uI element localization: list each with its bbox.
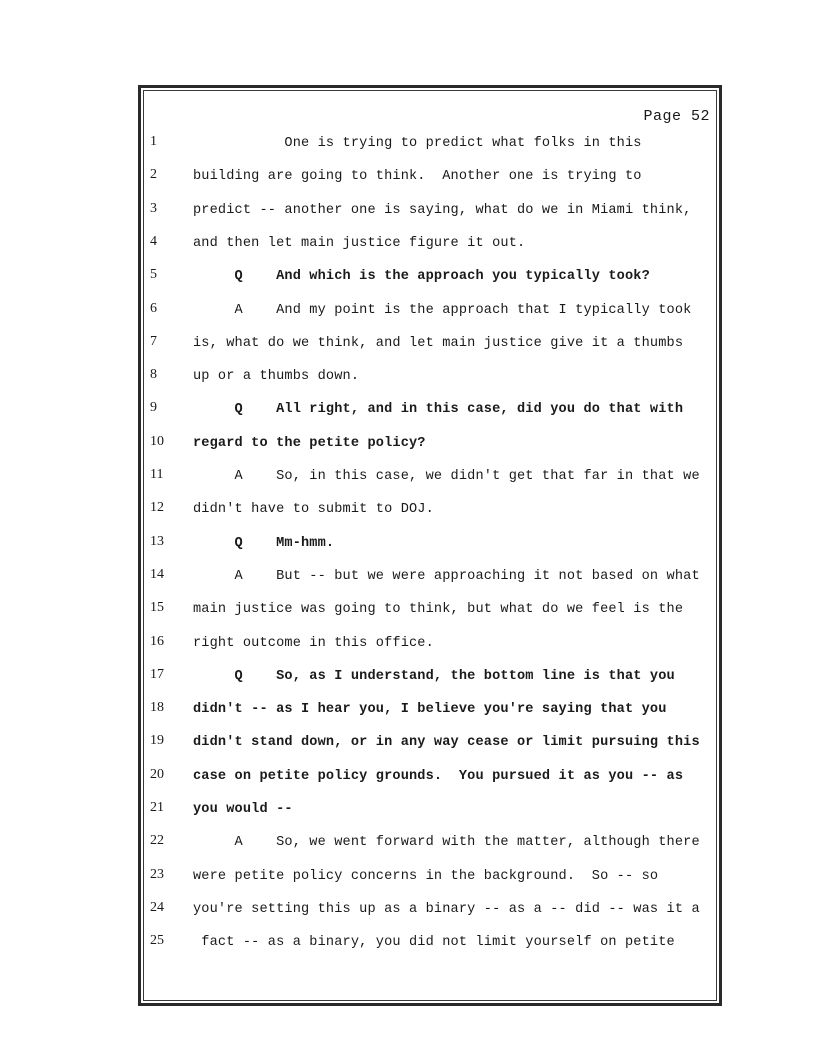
line-number: 18 bbox=[150, 700, 164, 716]
line-number: 20 bbox=[150, 766, 164, 782]
line-number: 2 bbox=[150, 167, 157, 183]
transcript-line: A So, we went forward with the matter, although there bbox=[193, 835, 700, 851]
transcript-line: were petite policy concerns in the background. So -- so bbox=[193, 868, 659, 884]
line-number: 21 bbox=[150, 800, 164, 815]
page-number: Page 52 bbox=[643, 108, 710, 125]
transcript-line: you're setting this up as a binary -- as a -- did -- was it a bbox=[193, 901, 700, 917]
question-line: you would -- bbox=[193, 802, 293, 817]
question-line: Q So, as I understand, the bottom line is that you bbox=[193, 668, 675, 684]
transcript-line: One is trying to predict what folks in this bbox=[193, 136, 642, 151]
transcript-line: fact -- as a binary, you did not limit yourself on petite bbox=[193, 935, 675, 951]
transcript-line: right outcome in this office. bbox=[193, 635, 434, 651]
line-number: 8 bbox=[150, 367, 157, 383]
transcript-line: building are going to think. Another one is trying to bbox=[193, 169, 642, 185]
transcript-line: A So, in this case, we didn't get that far in that we bbox=[193, 469, 700, 484]
question-line: Q All right, and in this case, did you do that with bbox=[193, 402, 684, 418]
question-line: regard to the petite policy? bbox=[193, 435, 426, 451]
line-number: 11 bbox=[150, 467, 164, 482]
line-number: 15 bbox=[150, 600, 164, 616]
line-number: 24 bbox=[150, 899, 164, 915]
line-number: 3 bbox=[150, 200, 157, 216]
question-line: Q And which is the approach you typically took? bbox=[193, 269, 650, 285]
question-line: didn't -- as I hear you, I believe you're saying that you bbox=[193, 702, 667, 718]
transcript-line: is, what do we think, and let main justice give it a thumbs bbox=[193, 335, 684, 351]
line-number: 1 bbox=[150, 134, 157, 149]
transcript-line: didn't have to submit to DOJ. bbox=[193, 502, 434, 518]
question-line: Q Mm-hmm. bbox=[193, 535, 335, 551]
line-number: 9 bbox=[150, 400, 157, 416]
transcript-line: predict -- another one is saying, what do we in Miami think, bbox=[193, 202, 692, 218]
line-number: 17 bbox=[150, 666, 164, 682]
question-line: didn't stand down, or in any way cease or limit pursuing this bbox=[193, 735, 700, 751]
line-number: 6 bbox=[150, 300, 157, 316]
line-number: 7 bbox=[150, 333, 157, 349]
transcript-line: A And my point is the approach that I typically took bbox=[193, 302, 692, 318]
line-number: 4 bbox=[150, 233, 157, 249]
line-number: 10 bbox=[150, 433, 164, 449]
line-number: 23 bbox=[150, 866, 164, 882]
question-line: case on petite policy grounds. You pursued it as you -- as bbox=[193, 768, 684, 784]
line-number: 12 bbox=[150, 500, 164, 516]
line-number: 14 bbox=[150, 566, 164, 582]
line-number: 16 bbox=[150, 633, 164, 649]
transcript-line: main justice was going to think, but what do we feel is the bbox=[193, 602, 684, 618]
line-number: 5 bbox=[150, 267, 157, 283]
transcript-line: and then let main justice figure it out. bbox=[193, 235, 526, 251]
line-number: 19 bbox=[150, 733, 164, 749]
transcript-line: A But -- but we were approaching it not based on what bbox=[193, 568, 700, 584]
line-number: 22 bbox=[150, 833, 164, 849]
line-number: 13 bbox=[150, 533, 164, 549]
line-number: 25 bbox=[150, 933, 164, 949]
transcript-line: up or a thumbs down. bbox=[193, 369, 360, 385]
